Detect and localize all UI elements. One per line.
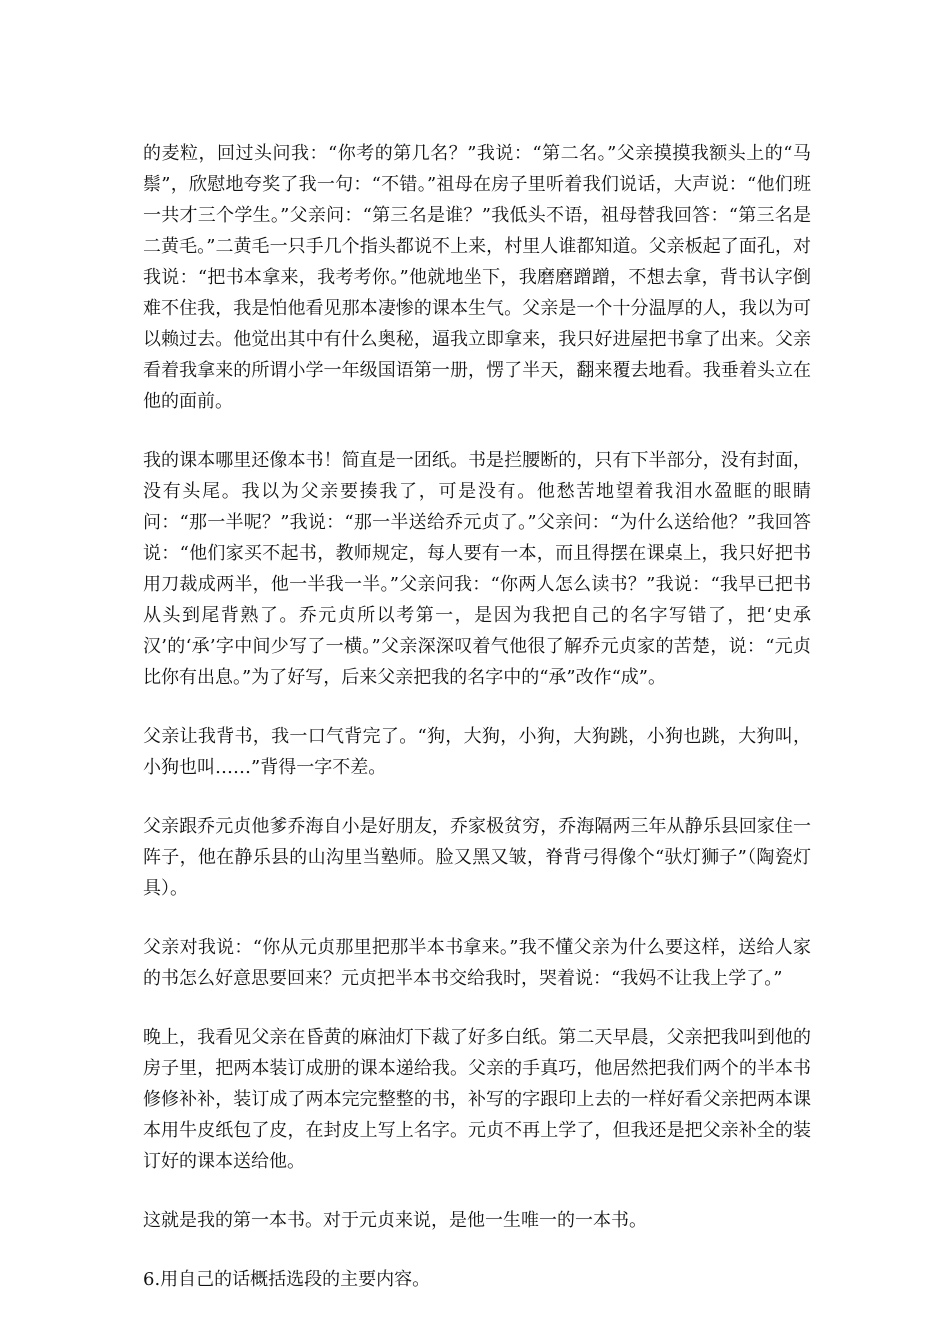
- paragraph-4: 父亲跟乔元贞他爹乔海自小是好朋友，乔家极贫穷，乔海隔两三年从静乐县回家住一阵子，他在静乐县的山沟里当塾师。脸又黑又皱，脊背弓得像个“驮灯狮子”（陶瓷灯具）。: [143, 816, 811, 899]
- paragraph-1: 的麦粒，回过头问我：“你考的第几名？”我说：“第二名。”父亲摸摸我额头上的“马鬃”，欣慰地夸奖了我一句：“不错。”祖母在房子里听着我们说话，大声说：“他们班一共才三个学生。”父亲问：“第三名是谁？”我低头不语，祖母替我回答：“第三名是二黄毛。”二黄毛一只手几个指头都说不上来，村里人谁都知道。父亲板起了面孔，对我说：“把书本拿来，我考考你。”他就地坐下，我磨磨蹭蹭，不想去拿，背书认字倒难不住我，我是怕他看见那本凄惨的课本生气。父亲是一个十分温厚的人，我以为可以赖过去。他觉出其中有什么奥秘，逼我立即拿来，我只好进屋把书拿了出来。父亲看着我拿来的所谓小学一年级国语第一册，愣了半天，翻来覆去地看。我垂着头立在他的面前。: [143, 143, 811, 412]
- question-6: 6.用自己的话概括选段的主要内容。: [143, 1269, 431, 1290]
- paragraph-7: 这就是我的第一本书。对于元贞来说，是他一生唯一的一本书。: [143, 1210, 647, 1231]
- document-page: [143, 138, 811, 1295]
- paragraph-2: 我的课本哪里还像本书！简直是一团纸。书是拦腰断的，只有下半部分，没有封面，没有头尾。我以为父亲要揍我了，可是没有。他愁苦地望着我泪水盈眶的眼睛问：“那一半呢？”我说：“那一半送给乔元贞了。”父亲问：“为什么送给他？”我回答说：“他们家买不起书，教师规定，每人要有一本，而且得摆在课桌上，我只好把书用刀裁成两半，他一半我一半。”父亲问我：“你两人怎么读书？”我说：“我早已把书从头到尾背熟了。乔元贞所以考第一，是因为我把自己的名字写错了，把‘史承汉’的‘承’字中间少写了一横。”父亲深深叹着气他很了解乔元贞家的苦楚，说：“元贞比你有出息。”为了好写，后来父亲把我的名字中的“承”改作“成”。: [143, 450, 811, 688]
- paragraph-3: 父亲让我背书，我一口气背完了。“狗，大狗，小狗，大狗跳，小狗也跳，大狗叫，小狗也叫……”背得一字不差。: [143, 726, 811, 778]
- paragraph-6: 晚上，我看见父亲在昏黄的麻油灯下裁了好多白纸。第二天早晨，父亲把我叫到他的房子里，把两本装订成册的课本递给我。父亲的手真巧，他居然把我们两个的半本书修修补补，装订成了两本完完整整的书，补写的字跟印上去的一样好看父亲把两本课本用牛皮纸包了皮，在封皮上写上名字。元贞不再上学了，但我还是把父亲补全的装订好的课本送给他。: [143, 1027, 811, 1172]
- paragraph-5: 父亲对我说：“你从元贞那里把那半本书拿来。”我不懂父亲为什么要这样，送给人家的书怎么好意思要回来？元贞把半本书交给我时，哭着说：“我妈不让我上学了。”: [143, 937, 811, 989]
